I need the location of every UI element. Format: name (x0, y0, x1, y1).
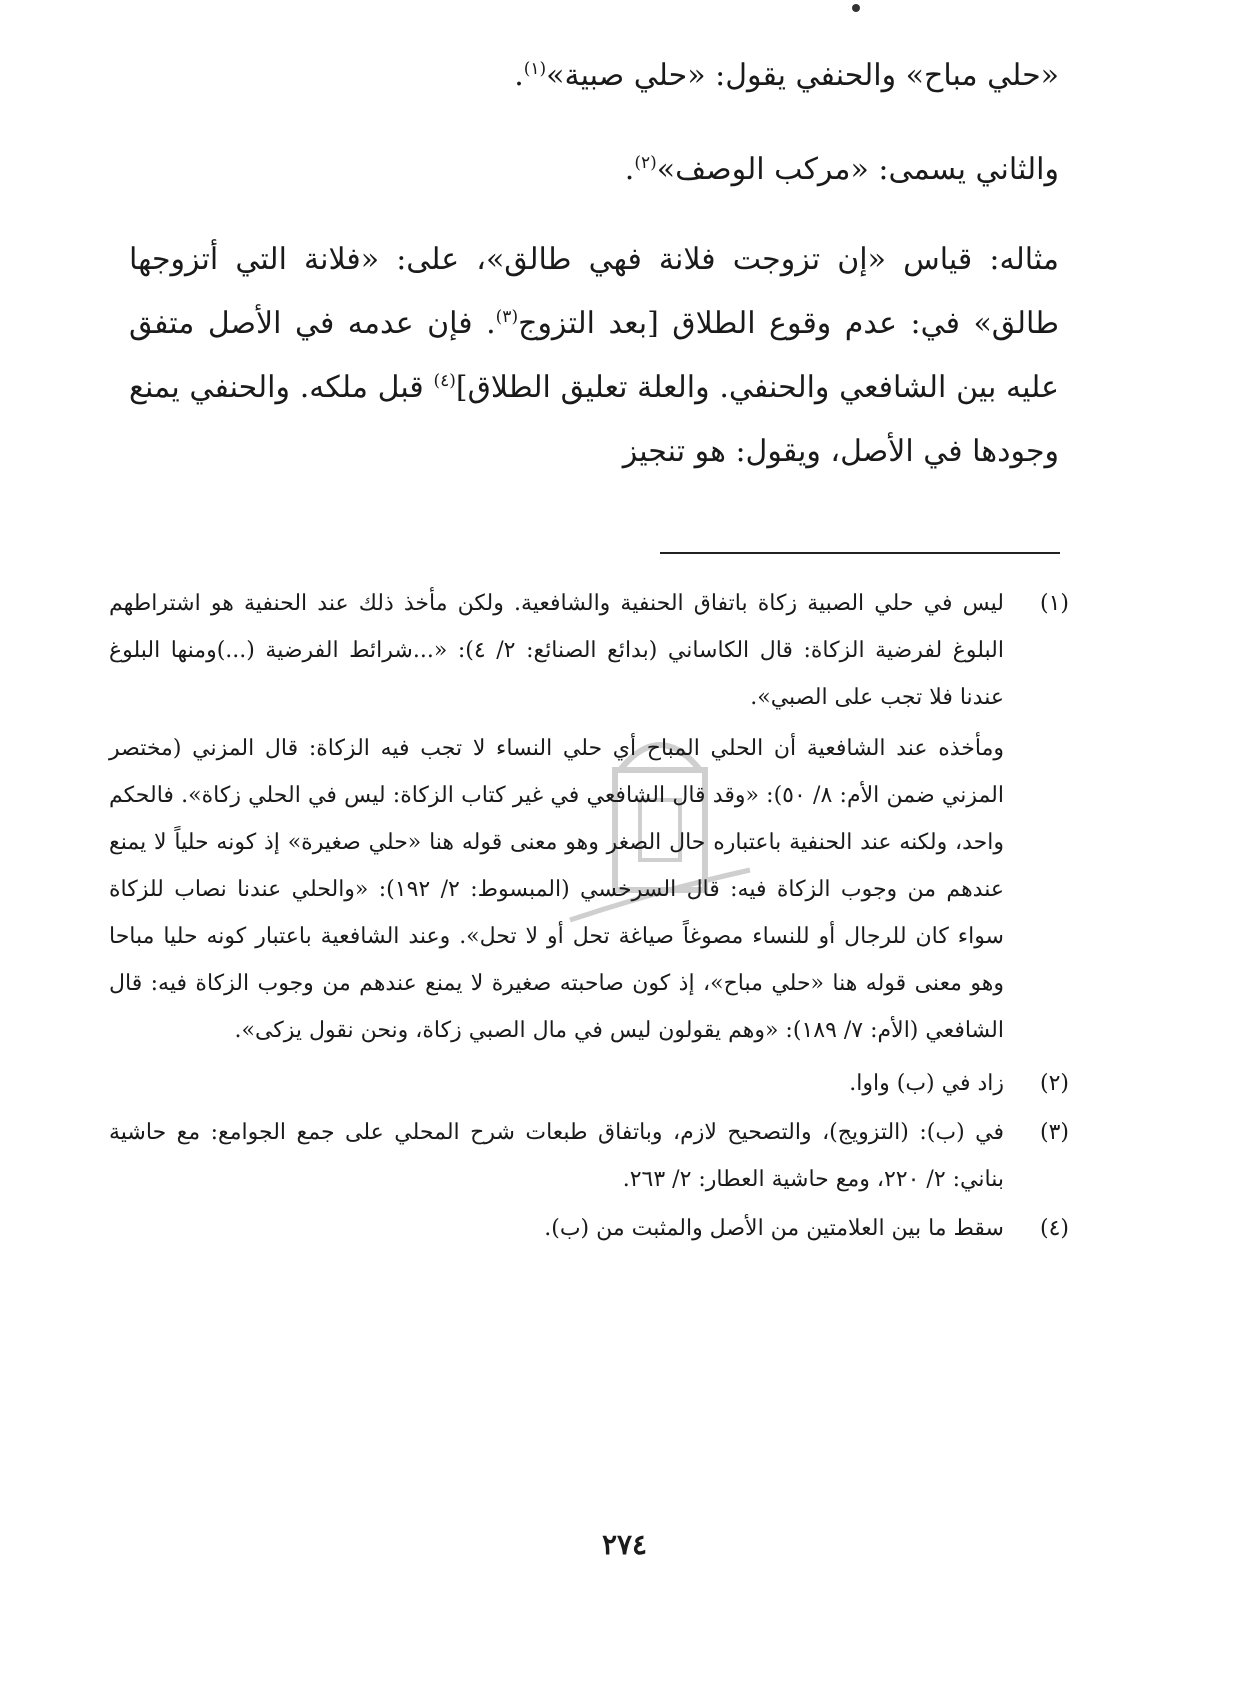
body-line-2: والثاني يسمى: «مركب الوصف»$^{(٢)}$. (624, 152, 1059, 187)
body-paragraph-part-1: مثاله: قياس «إن تزوجت فلانة فهي طالق»، على: «فلانة التي أتزوجها طالق» في: عدم وقوع الطلاق [بعد التزوج (129, 242, 1059, 341)
footnote-4-text: سقط ما بين العلامتين من الأصل والمثبت من (ب). (544, 1216, 1004, 1241)
footnote-ref-2[interactable]: (٢) (634, 153, 657, 173)
footnote-ref-4[interactable]: (٤) (433, 371, 456, 391)
footnote-1-text: ليس في حلي الصبية زكاة باتفاق الحنفية والشافعية. ولكن مأخذ ذلك عند الحنفية هو اشتراطهم البلوغ لفرضية الزكاة: قال الكاساني (بدائع الصنائع: ٢/ ٤): «...شرائط الفرضية (...)ومنها البلوغ عندنا فلا تجب على الصبي». (109, 591, 1005, 710)
body-paragraph (129, 228, 1059, 484)
body-paragraph-part-2: . فإن عدمه في الأصل متفق عليه بين الشافعي والحنفي. والعلة تعليق الطلاق] (129, 306, 1059, 405)
footnote-1-continuation: ومأخذه عند الشافعية أن الحلي المباح أي حلي النساء لا تجب فيه الزكاة: قال المزني (مختصر المزني ضمن الأم: ٨/ ٥٠): «وقد قال الشافعي في غير كتاب الزكاة: ليس في الحلي زكاة». فالحكم واحد، ولكنه عند الحنفية باعتباره حال الصغر وهو معنى قوله هنا «حلي صغيرة» إذ كونه حلياً لا يمنع عندهم من وجوب الزكاة فيه: قال السرخسي (المبسوط: ٢/ ١٩٢): «والحلي عندنا نصاب للزكاة سواء كان للرجال أو للنساء مصوغاً صياغة تحل أو لا تحل». وعند الشافعية باعتبار كونه حليا مباحا وهو معنى قوله هنا «حلي مباح»، إذ كون صاحبته صغيرة لا يمنع عندهم من وجوب الزكاة فيه: قال الشافعي (الأم: ٧/ ١٨٩): «وهم يقولون ليس في مال الصبي زكاة، ونحن نقول يزكى». (109, 736, 1004, 1043)
footnote-ref-3[interactable]: (٣) (495, 307, 519, 327)
footnote-3-text: في (ب): (التزويج)، والتصحيح لازم، وباتفاق طبعات شرح المحلي على جمع الجوامع: مع حاشية بناني: ٢/ ٢٢٠، ومع حاشية العطار: ٢/ ٢٦٣. (109, 1120, 1004, 1192)
footnote-3-number: (٣) (1039, 1120, 1069, 1145)
footnote-ref-1[interactable]: (١) (523, 59, 547, 79)
footnote-4-number: (٤) (1039, 1216, 1069, 1241)
scan-speck (852, 4, 860, 12)
footnote-3 (109, 1109, 1069, 1203)
footnote-2-number: (٢) (1039, 1071, 1069, 1096)
footnotes (109, 580, 1069, 1254)
page-number: ٢٧٤ (601, 1528, 648, 1561)
body-line-1-text: «حلي مباح» والحنفي يقول: «حلي صبية» (546, 58, 1059, 93)
footnote-1 (109, 580, 1069, 721)
body-paragraph-part-3: قبل ملكه. والحنفي يمنع وجودها في الأصل، ويقول: هو تنجيز (129, 370, 1059, 469)
footnote-2 (109, 1060, 1069, 1107)
body-line-2-text: والثاني يسمى: «مركب الوصف» (656, 152, 1059, 187)
footnote-separator (660, 552, 1060, 554)
footnote-2-text: زاد في (ب) واوا. (849, 1071, 1004, 1096)
body-line-1: «حلي مباح» والحنفي يقول: «حلي صبية»$^{(١)}$. (514, 58, 1059, 93)
footnote-4 (109, 1205, 1069, 1252)
footnote-1-number: (١) (1039, 591, 1069, 616)
